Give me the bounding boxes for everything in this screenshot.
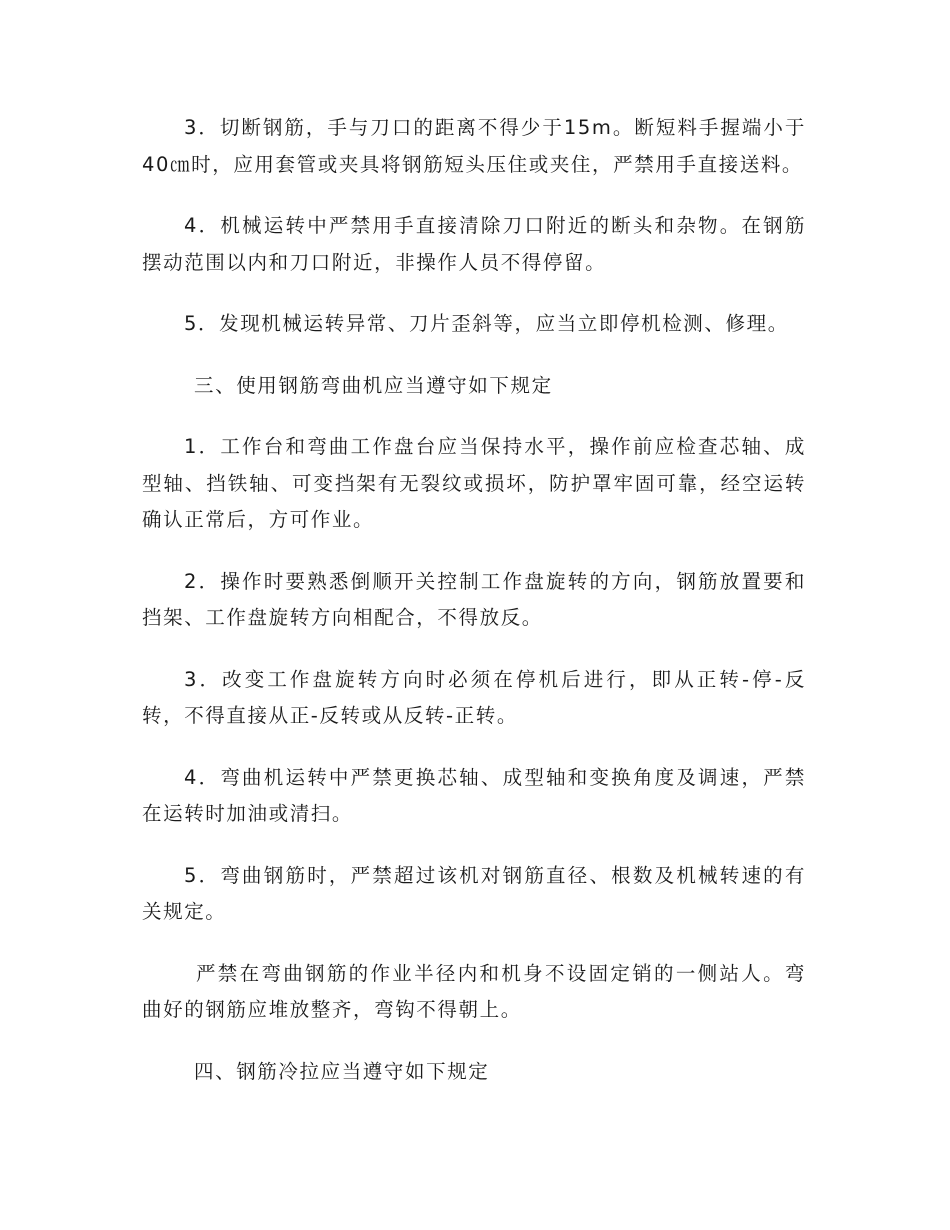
paragraph-switch-direction: 2．操作时要熟悉倒顺开关控制工作盘旋转的方向，钢筋放置要和挡架、工作盘旋转方向相配合，不得放反。 (142, 569, 806, 629)
paragraph-change-direction: 3．改变工作盘旋转方向时必须在停机后进行，即从正转-停-反转，不得直接从正-反转或从反转-正转。 (142, 667, 806, 727)
paragraph-no-hand-clearing: 4．机械运转中严禁用手直接清除刀口附近的断头和杂物。在钢筋摆动范围以内和刀口附近，非操作人员不得停留。 (142, 214, 806, 274)
paragraph-bending-limits: 5．弯曲钢筋时，严禁超过该机对钢筋直径、根数及机械转速的有关规定。 (142, 863, 806, 923)
paragraph-no-replacement-running: 4．弯曲机运转中严禁更换芯轴、成型轴和变换角度及调速，严禁在运转时加油或清扫。 (142, 765, 806, 825)
paragraph-worktable-level: 1．工作台和弯曲工作盘台应当保持水平，操作前应检查芯轴、成型轴、挡铁轴、可变挡架有无裂纹或损坏，防护罩牢固可靠，经空运转确认正常后，方可作业。 (142, 435, 806, 531)
paragraph-no-standing: 严禁在弯曲钢筋的作业半径内和机身不设固定销的一侧站人。弯曲好的钢筋应堆放整齐，弯钩不得朝上。 (142, 961, 806, 1021)
section-heading-cold-drawing: 四、钢筋冷拉应当遵守如下规定 (194, 1059, 490, 1083)
paragraph-cutting-hand-distance: 3．切断钢筋，手与刀口的距离不得少于15m。断短料手握端小于40㎝时，应用套管或夹具将钢筋短头压住或夹住，严禁用手直接送料。 (142, 116, 806, 176)
document-body (142, 110, 806, 1090)
section-heading-bending-machine: 三、使用钢筋弯曲机应当遵守如下规定 (194, 373, 553, 397)
paragraph-abnormal-stop: 5．发现机械运转异常、刀片歪斜等，应当立即停机检测、修理。 (184, 312, 789, 335)
